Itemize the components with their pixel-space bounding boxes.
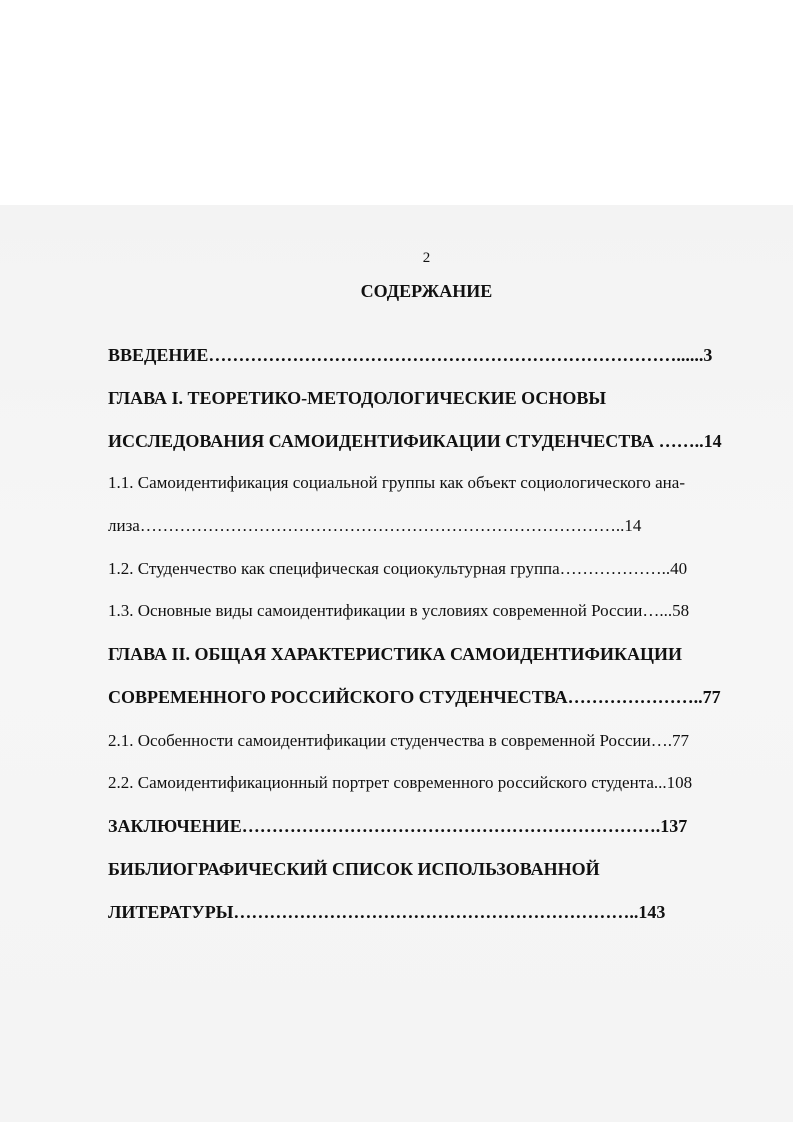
toc-entry-chapter-2-continuation: СОВРЕМЕННОГО РОССИЙСКОГО СТУДЕНЧЕСТВА…………………..77 [108, 687, 721, 707]
toc-entry-bibliography-continuation: ЛИТЕРАТУРЫ…………………………………………………………..143 [108, 902, 666, 922]
toc-entry-chapter-2-title: ГЛАВА II. ОБЩАЯ ХАРАКТЕРИСТИКА САМОИДЕНТИФИКАЦИИ [108, 644, 683, 664]
toc-entry-section-2-1: 2.1. Особенности самоидентификации студенчества в современной России….77 [108, 731, 689, 750]
toc-entry-section-1-1: 1.1. Самоидентификация социальной группы как объект социологического ана- [108, 473, 685, 492]
contents-title: СОДЕРЖАНИЕ [360, 281, 493, 301]
toc-entry-chapter-1-title: ГЛАВА I. ТЕОРЕТИКО-МЕТОДОЛОГИЧЕСКИЕ ОСНОВЫ [108, 388, 607, 408]
page-number: 2 [422, 250, 431, 266]
toc-entry-conclusion: ЗАКЛЮЧЕНИЕ…………………………………………………………….137 [108, 816, 688, 836]
toc-entry-section-2-2: 2.2. Самоидентификационный портрет современного российского студента...108 [108, 773, 693, 792]
toc-entry-chapter-1-continuation: ИССЛЕДОВАНИЯ САМОИДЕНТИФИКАЦИИ СТУДЕНЧЕСТВА ……..14 [108, 431, 722, 451]
toc-entry-section-1-3: 1.3. Основные виды самоидентификации в условиях современной России…...58 [108, 601, 690, 620]
toc-entry-bibliography-title: БИБЛИОГРАФИЧЕСКИЙ СПИСОК ИСПОЛЬЗОВАННОЙ [108, 859, 600, 879]
toc-entry-introduction: ВВЕДЕНИЕ……………………………………………………………………......3 [108, 345, 713, 365]
toc-entry-section-1-1-continuation: лиза…………………………………………………………………………..14 [108, 516, 642, 535]
toc-entry-section-1-2: 1.2. Студенчество как специфическая социокультурная группа………………..40 [108, 559, 688, 578]
